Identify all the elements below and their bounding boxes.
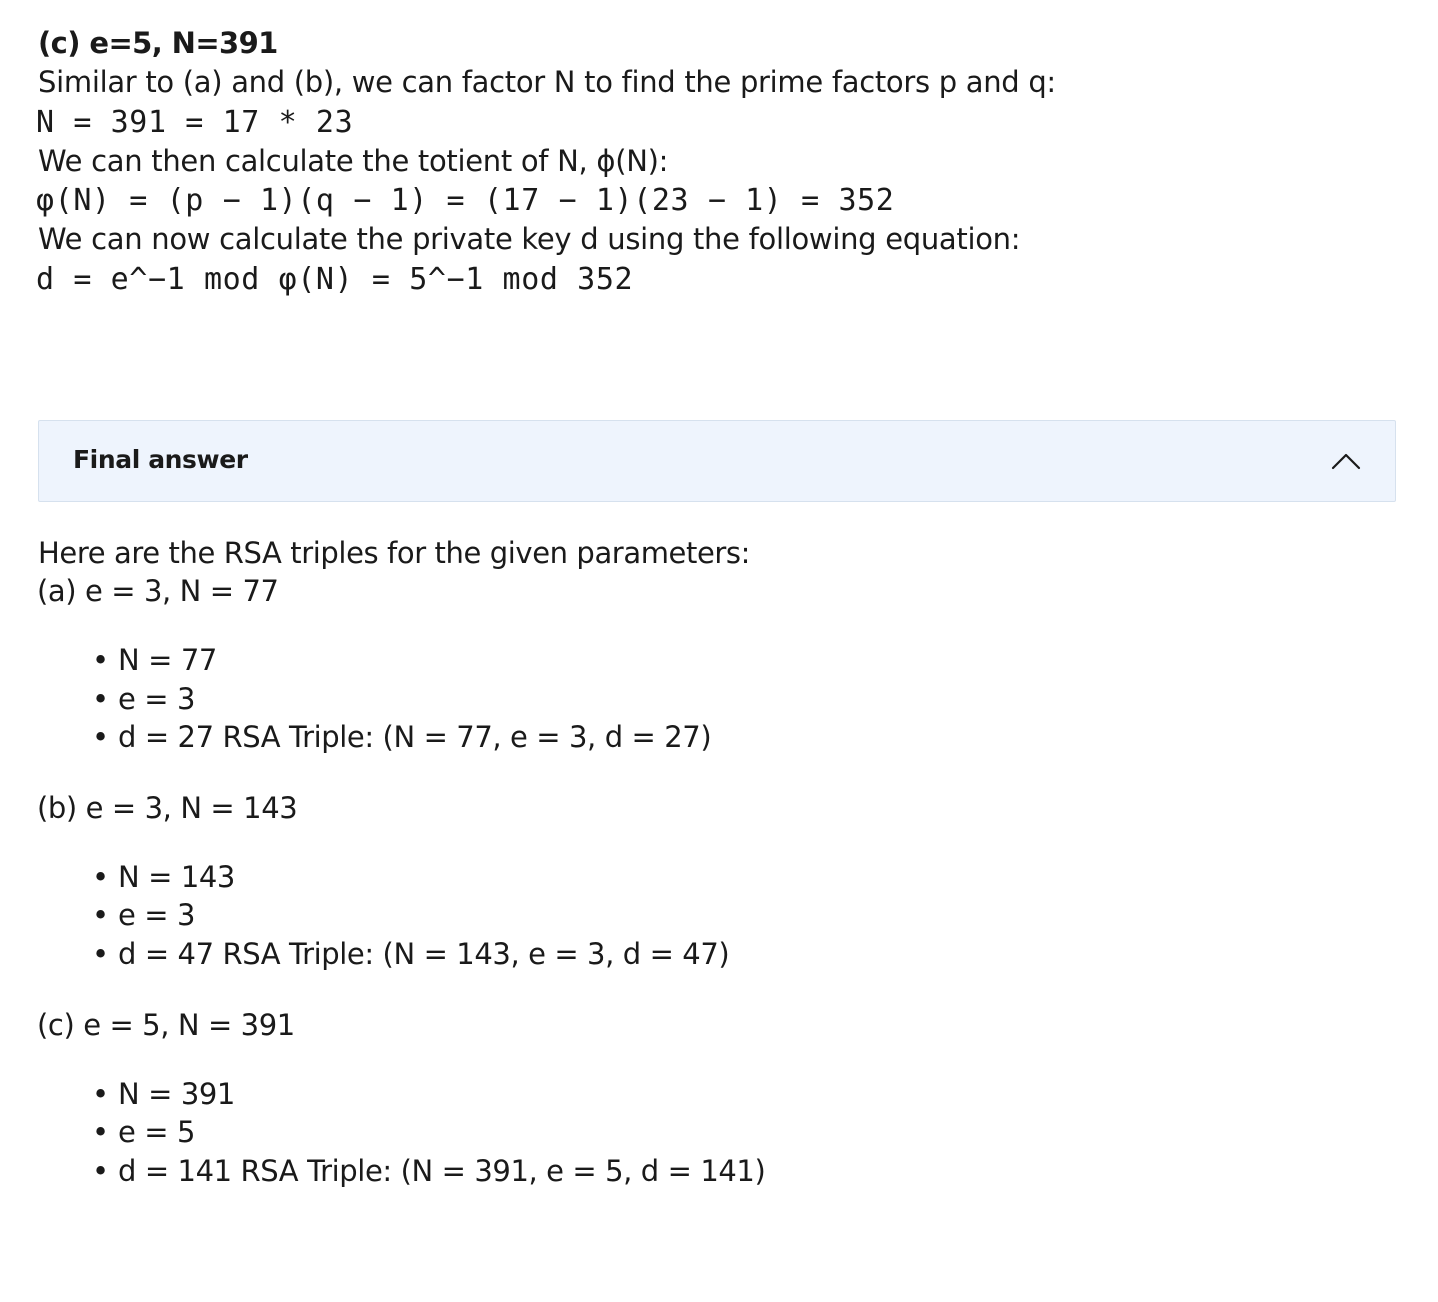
- chevron-up-icon[interactable]: [1331, 447, 1361, 477]
- part-list-c: [38, 1075, 1398, 1191]
- step-equation: N = 391 = 17 * 23: [36, 104, 354, 140]
- part-label-b: (b) e = 3, N = 143: [37, 790, 298, 825]
- step-equation: φ(N) = (p − 1)(q − 1) = (17 − 1)(23 − 1) = 352: [36, 183, 895, 219]
- bullet-icon: •: [92, 898, 109, 933]
- final-answer-title: Final answer: [73, 445, 248, 474]
- final-answer-intro: Here are the RSA triples for the given parameters:: [38, 536, 751, 570]
- list-item: [38, 1152, 1398, 1191]
- list-item-text: d = 141 RSA Triple: (N = 391, e = 5, d = 141): [118, 1153, 766, 1188]
- list-item-text: d = 27 RSA Triple: (N = 77, e = 3, d = 27): [118, 720, 712, 755]
- final-answer-content: [38, 534, 1398, 1222]
- list-item-text: N = 391: [118, 1076, 235, 1111]
- list-item-text: e = 3: [118, 898, 196, 933]
- part-label-c: (c) e = 5, N = 391: [37, 1007, 295, 1042]
- step-text: We can then calculate the totient of N, ϕ(N):: [38, 143, 669, 178]
- bullet-icon: •: [92, 720, 109, 755]
- bullet-icon: •: [92, 936, 109, 971]
- bullet-icon: •: [92, 1076, 109, 1111]
- final-answer-accordion-header[interactable]: [38, 420, 1396, 502]
- list-item-text: d = 47 RSA Triple: (N = 143, e = 3, d = 47): [118, 936, 730, 971]
- list-item-text: e = 3: [118, 681, 196, 716]
- bullet-icon: •: [92, 859, 109, 894]
- list-item: [38, 680, 1398, 719]
- step-heading: (c) e=5, N=391: [38, 26, 278, 60]
- list-item: [38, 935, 1398, 974]
- list-item: [38, 641, 1398, 680]
- step-equation: d = e^−1 mod φ(N) = 5^−1 mod 352: [36, 261, 634, 297]
- bullet-icon: •: [92, 1153, 109, 1188]
- solution-step: [38, 24, 1398, 299]
- bullet-icon: •: [92, 681, 109, 716]
- list-item: [38, 718, 1398, 757]
- bullet-icon: •: [92, 1115, 109, 1150]
- list-item: [38, 858, 1398, 897]
- list-item: [38, 1075, 1398, 1114]
- part-list-b: [38, 858, 1398, 974]
- bullet-icon: •: [92, 643, 109, 677]
- part-list-a: [38, 641, 1398, 757]
- list-item: [38, 1113, 1398, 1152]
- list-item-text: N = 77: [118, 643, 217, 677]
- list-item: [38, 896, 1398, 935]
- step-text: Similar to (a) and (b), we can factor N to find the prime factors p and q:: [38, 65, 1056, 100]
- step-text: We can now calculate the private key d using the following equation:: [38, 222, 1021, 257]
- list-item-text: N = 143: [118, 859, 235, 894]
- list-item-text: e = 5: [118, 1115, 196, 1150]
- part-label-a: (a) e = 3, N = 77: [37, 574, 279, 608]
